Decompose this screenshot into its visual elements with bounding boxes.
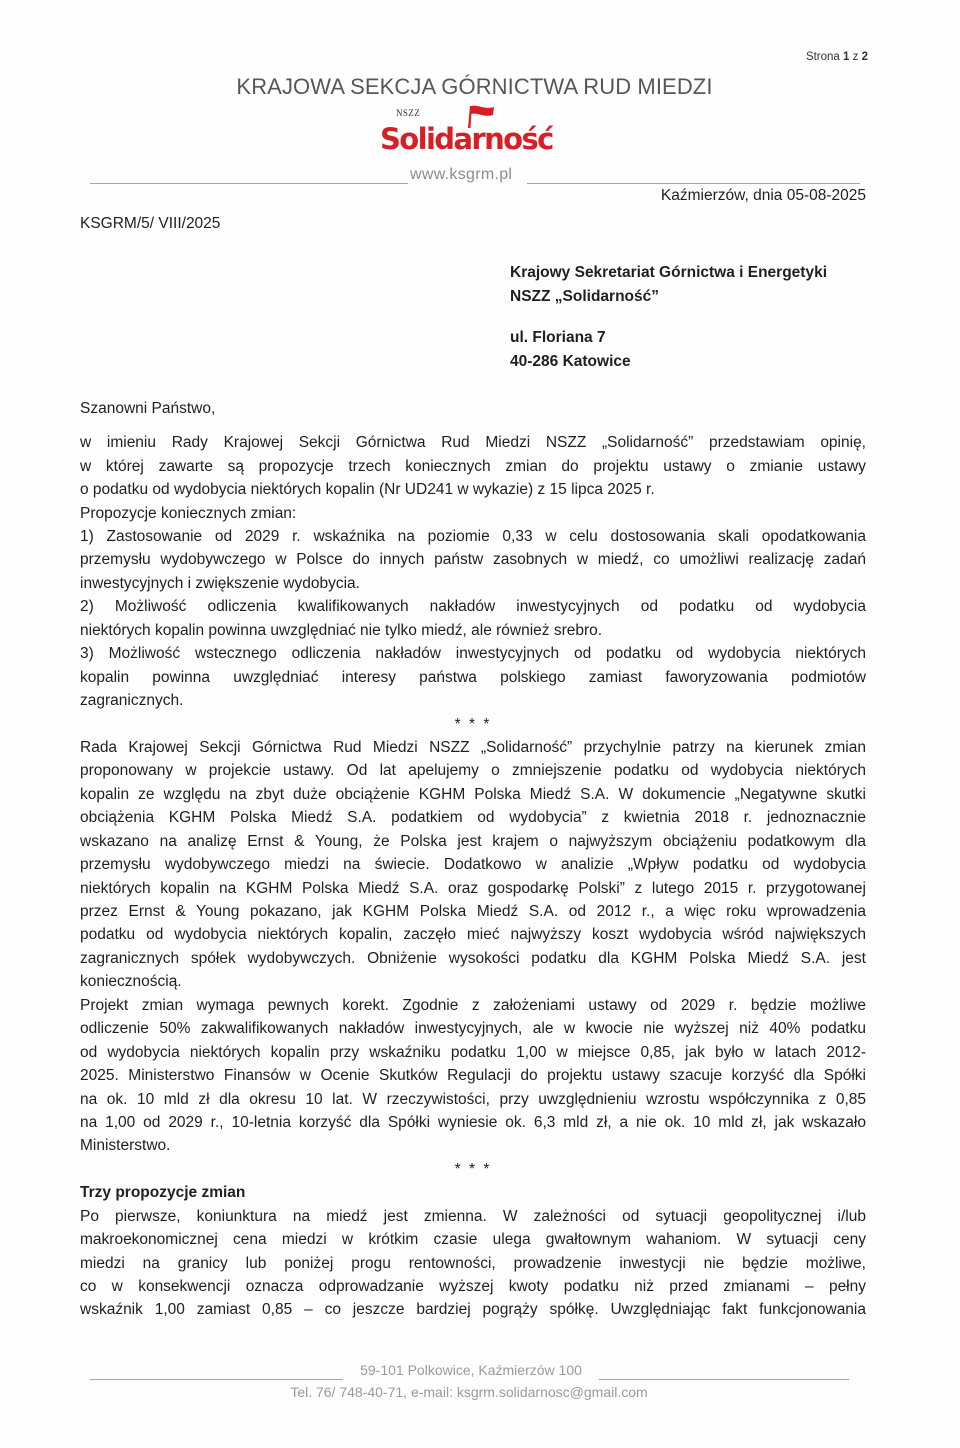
section-separator: * * * xyxy=(454,1160,492,1178)
reference-number: KSGRM/5/ VIII/2025 xyxy=(80,215,221,232)
text-line: proponowany w projekcie ustawy. Od lat apelujemy o zmniejszenie podatku od wydobycia niektórych xyxy=(80,762,866,780)
text-line: niektórych kopalin powinna uwzględniać nie tylko miedź, ale również srebro. xyxy=(80,621,603,639)
recipient-line-2: NSZZ „Solidarność” xyxy=(510,288,659,306)
text-line: wskazano na analizę Ernst & Young, że Polska jest krajem o najwyższym obciążeniu podatkowym dla xyxy=(80,832,866,850)
first-point-paragraph xyxy=(80,1205,866,1322)
text-line: przemysłu wydobywczego miedzi na świecie. Dodatkowo w analizie „Wpływ podatku od wydobycia xyxy=(80,856,866,874)
text-line: 2) Możliwość odliczenia kwalifikowanych nakładów inwestycyjnych od podatku od wydobycia xyxy=(80,598,866,616)
footer-contact: Tel. 76/ 748-40-71, e-mail: ksgrm.solidarnosc@gmail.com xyxy=(290,1384,648,1400)
page-total: 2 xyxy=(861,51,868,63)
text-line: inwestycyjnych i zwiększenie wydobycia. xyxy=(80,574,360,592)
page-separator: z xyxy=(852,51,859,63)
footer-rule-left xyxy=(90,1379,343,1380)
text-line: na 1,00 od 2029 r., 10-letnia korzyść dla Spółki wyniesie ok. 6,3 mld zł, a nie ok. 10 mld zł, jak wskazało xyxy=(80,1113,866,1131)
text-line: w imieniu Rady Krajowej Sekcji Górnictwa Rud Miedzi NSZZ „Solidarność” przedstawiam opinię, xyxy=(80,434,866,452)
salutation: Szanowni Państwo, xyxy=(80,400,216,417)
text-line: odliczenie 50% zakwalifikowanych nakładów inwestycyjnych, ale w kwocie nie wyższej niż 40% podatku xyxy=(80,1020,866,1038)
text-line: przemysłu wydobywczego w Polsce do innych państw zasobnych w miedź, co umożliwi realizację zadań xyxy=(80,551,866,569)
text-line: kopalin powinna uwzględniać interesy państwa polskiego zamiast faworyzowania podmiotów xyxy=(80,668,866,686)
page-label: Strona xyxy=(805,51,840,63)
footer-rule-right xyxy=(599,1379,849,1380)
text-line: obciążenia KGHM Polska Miedź S.A. podatkiem od wydobycia” z kwietnia 2018 r. jednoznacznie xyxy=(80,809,866,827)
text-line: zagranicznych. xyxy=(80,692,184,710)
text-line: miedzi na granicy lub poniżej progu rentowności, prowadzenie inwestycji nie będzie możliwe, xyxy=(80,1254,866,1272)
proposal-3 xyxy=(80,642,866,712)
text-line: Po pierwsze, koniunktura na miedź jest zmienna. W zależności od sytuacji geopolitycznej i/lub xyxy=(80,1207,866,1225)
section-heading: Trzy propozycje zmian xyxy=(80,1184,246,1202)
text-line: niektórych kopalin na KGHM Polska Miedź S.A. oraz gospodarkę Polski” z lutego 2015 r. przygotowanej xyxy=(80,879,866,897)
text-line: koniecznością. xyxy=(80,973,182,991)
text-line: kopalin ze względu na zbyt duże obciążenie KGHM Polska Miedź S.A. W dokumencie „Negatywne skutki xyxy=(80,785,866,803)
text-line: podatku od wydobycia niektórych kopalin, zaczęło mieć najwyższy koszt wydobycia wśród największych xyxy=(80,926,866,944)
website-text: www.ksgrm.pl xyxy=(410,166,513,183)
text-line: Rada Krajowej Sekcji Górnictwa Rud Miedzi NSZZ „Solidarność” przychylnie patrzy na kierunek zmian xyxy=(80,738,866,756)
organization-title: KRAJOWA SEKCJA GÓRNICTWA RUD MIEDZI xyxy=(236,74,713,99)
logo-solidarnosc-text: Solidarność xyxy=(380,122,553,156)
recipient-city: 40-286 Katowice xyxy=(510,353,631,371)
text-line: 1) Zastosowanie od 2029 r. wskaźnika na poziomie 0,33 w celu dostosowania skali opodatkowania xyxy=(80,528,866,546)
text-line: 3) Możliwość wstecznego odliczenia nakładów inwestycyjnych od podatku od wydobycia niektórych xyxy=(80,645,866,663)
text-line: na ok. 10 mld zł dla okresu 10 lat. W rzeczywistości, przy uwzględnieniu wzrostu współczynnika z 0,85 xyxy=(80,1090,866,1108)
page-indicator xyxy=(740,50,868,64)
intro-paragraph xyxy=(80,431,866,501)
recipient-line-1: Krajowy Sekretariat Górnictwa i Energetyki xyxy=(510,264,828,282)
text-line: co w konsekwencji oznacza odprowadzanie wyższej kwoty podatku niż przed zmianami – pełny xyxy=(80,1278,866,1296)
text-line: o podatku od wydobycia niektórych kopalin (Nr UD241 w wykazie) z 15 lipca 2025 r. xyxy=(80,481,655,499)
footer-address: 59-101 Polkowice, Kaźmierzów 100 xyxy=(360,1362,582,1378)
text-line: Ministerstwo. xyxy=(80,1137,171,1155)
proposal-2 xyxy=(80,595,866,642)
text-line: w której zawarte są propozycje trzech koniecznych zmian do projektu ustawy o zmianie ustawy xyxy=(80,457,866,475)
header-rule-left xyxy=(90,183,408,184)
text-line: zagranicznych spółek wydobywczych. Obniżenie wysokości podatku dla KGHM Polska Miedź S.A. jest xyxy=(80,949,866,967)
recipient-street: ul. Floriana 7 xyxy=(510,329,606,347)
support-paragraph xyxy=(80,736,866,994)
text-line: przez Ernst & Young pokazano, jak KGHM Polska Miedź S.A. od 2012 r., a więc roku wprowadzenia xyxy=(80,903,866,921)
text-line: wskaźnik 1,00 zamiast 0,85 – co jeszcze bardziej pogrąży spółkę. Uwzględniając fakt funkcjonowania xyxy=(80,1301,866,1319)
place-date: Kaźmierzów, dnia 05-08-2025 xyxy=(660,187,866,204)
text-line: od wydobycia niektórych kopalin przy wskaźniku podatku 1,00 w miejsce 0,85, jak było w latach 2012- xyxy=(80,1043,866,1061)
text-line: Projekt zmian wymaga pewnych korekt. Zgodnie z założeniami ustawy od 2029 r. będzie możliwe xyxy=(80,996,866,1014)
section-separator: * * * xyxy=(454,715,492,733)
logo-nszz-text: NSZZ xyxy=(396,108,421,118)
letter-body xyxy=(80,431,866,1322)
proposal-1 xyxy=(80,525,866,595)
proposals-title: Propozycje koniecznych zmian: xyxy=(80,504,297,522)
corrections-paragraph xyxy=(80,994,866,1158)
text-line: makroekonomicznej cena miedzi w krótkim czasie ulega gwałtownym wahaniom. W sytuacji ceny xyxy=(80,1231,866,1249)
text-line: 2025. Ministerstwo Finansów w Ocenie Skutków Regulacji do projektu ustawy szacuje korzyść dla Spółki xyxy=(80,1067,866,1085)
page-current: 1 xyxy=(843,51,850,63)
